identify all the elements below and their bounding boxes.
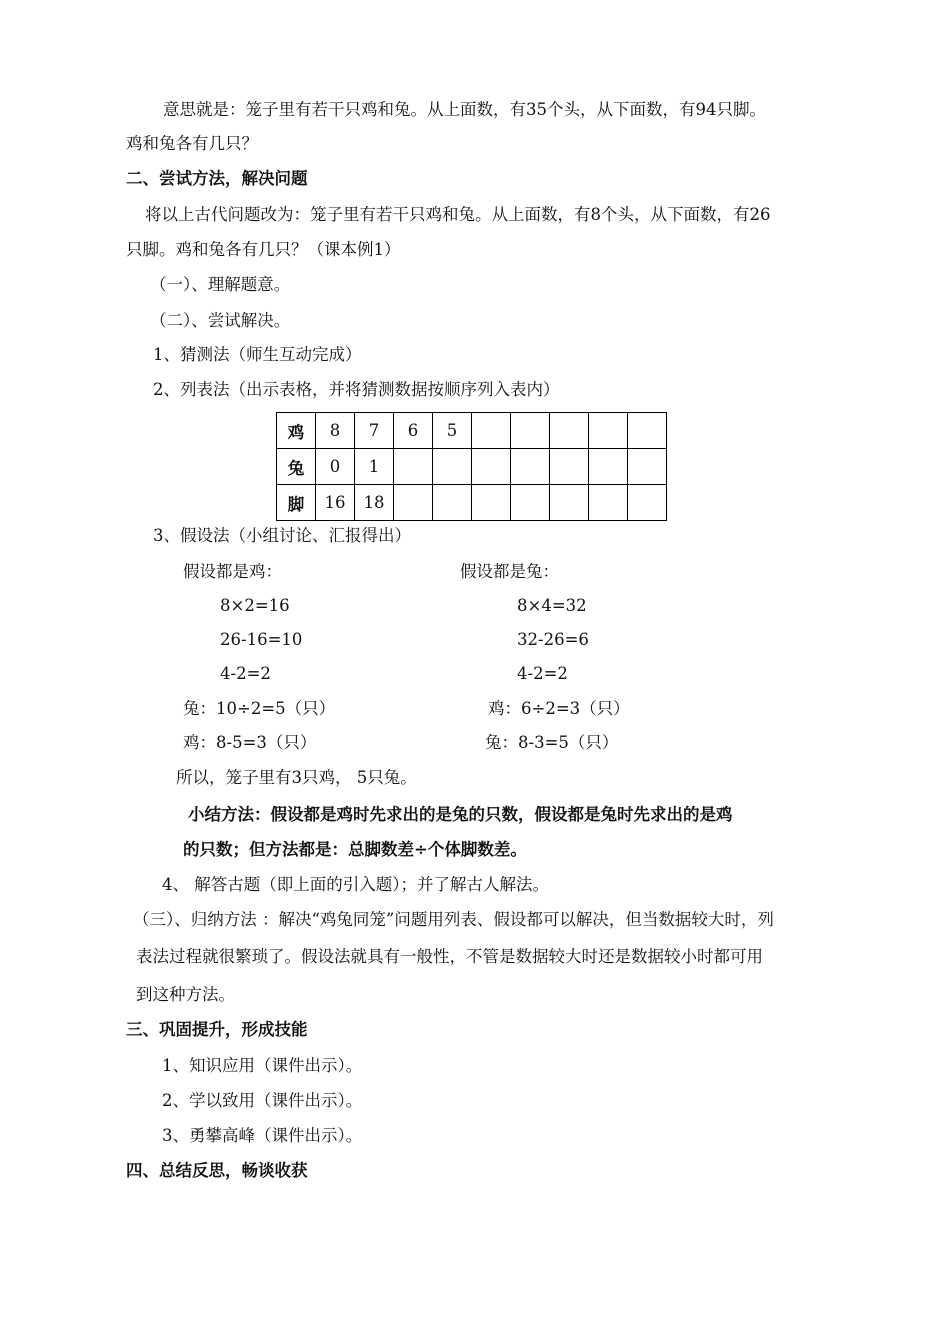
method-assume: 3、假设法（小组讨论、汇报得出） (153, 526, 411, 545)
chicken-calc-2: 26-16=10 (220, 630, 303, 649)
rabbit-calc-3: 4-2=2 (517, 664, 568, 683)
table-cell (472, 413, 511, 449)
table-cell (589, 485, 628, 521)
chicken-result-1: 兔：10÷2=5（只） (183, 699, 336, 718)
table-cell (628, 449, 667, 485)
table-cell (550, 413, 589, 449)
practice-item-2: 2、学以致用（课件出示）。 (162, 1091, 363, 1110)
table-cell: 脚 (277, 485, 316, 521)
problem-line-1: 将以上古代问题改为：笼子里有若干只鸡和兔。从上面数，有8个头，从下面数，有26 (145, 205, 771, 224)
table-cell (511, 485, 550, 521)
table-cell (628, 413, 667, 449)
chicken-calc-1: 8×2=16 (220, 596, 290, 615)
section-4-heading: 四、总结反思，畅谈收获 (126, 1161, 308, 1180)
rabbit-calc-2: 32-26=6 (517, 630, 589, 649)
table-cell: 6 (394, 413, 433, 449)
chicken-calc-3: 4-2=2 (220, 664, 271, 683)
table-cell (589, 449, 628, 485)
table-cell (472, 485, 511, 521)
table-cell: 18 (355, 485, 394, 521)
rabbit-result-2: 兔：8-3=5（只） (485, 733, 619, 752)
rabbit-result-1: 鸡：6÷2=3（只） (488, 699, 630, 718)
table-cell (394, 485, 433, 521)
section-2-heading: 二、尝试方法，解决问题 (126, 169, 308, 188)
table-cell: 7 (355, 413, 394, 449)
table-cell: 0 (316, 449, 355, 485)
table-cell (394, 449, 433, 485)
practice-item-3: 3、勇攀高峰（课件出示）。 (162, 1126, 363, 1145)
table-row-rabbit (277, 449, 667, 485)
rabbit-calc-1: 8×4=32 (517, 596, 587, 615)
summary-line-1: 小结方法：假设都是鸡时先求出的是兔的只数，假设都是兔时先求出的是鸡 (188, 805, 733, 824)
table-cell: 鸡 (277, 413, 316, 449)
table-row-chicken (277, 413, 667, 449)
table-cell (433, 485, 472, 521)
chicken-result-2: 鸡：8-5=3（只） (183, 733, 317, 752)
table-cell (550, 449, 589, 485)
table-cell: 1 (355, 449, 394, 485)
assume-chicken-title: 假设都是鸡： (183, 562, 282, 581)
method-ancient: 4、 解答古题（即上面的引入题）；并了解古人解法。 (162, 875, 549, 894)
summary-method-line-1: （三）、归纳方法 ：解决“鸡兔同笼”问题用列表、假设都可以解决，但当数据较大时，列 (133, 910, 774, 929)
table-cell (472, 449, 511, 485)
table-cell (433, 449, 472, 485)
method-guess: 1、猜测法（师生互动完成） (153, 345, 362, 364)
practice-item-1: 1、知识应用（课件出示）。 (162, 1056, 363, 1075)
section-3-heading: 三、巩固提升，形成技能 (126, 1020, 308, 1039)
conclusion: 所以，笼子里有3只鸡， 5只兔。 (176, 768, 417, 787)
table-cell (589, 413, 628, 449)
table-cell (511, 449, 550, 485)
table-cell: 5 (433, 413, 472, 449)
step-understand: （一）、理解题意。 (150, 275, 291, 294)
step-try: （二）、尝试解决。 (150, 311, 291, 330)
guess-table (276, 412, 667, 521)
table-cell (511, 413, 550, 449)
summary-line-2: 的只数；但方法都是：总脚数差÷个体脚数差。 (183, 840, 527, 859)
table-cell (628, 485, 667, 521)
summary-method-line-3: 到这种方法。 (136, 985, 235, 1004)
method-table: 2、列表法（出示表格，并将猜测数据按顺序列入表内） (153, 380, 560, 399)
problem-line-2: 只脚。鸡和兔各有几只？（课本例1） (126, 240, 401, 259)
table-row-feet (277, 485, 667, 521)
assume-rabbit-title: 假设都是兔： (460, 562, 559, 581)
table-cell: 兔 (277, 449, 316, 485)
intro-line-1: 意思就是：笼子里有若干只鸡和兔。从上面数，有35个头，从下面数，有94只脚。 (163, 100, 766, 119)
intro-line-2: 鸡和兔各有几只？ (126, 134, 258, 153)
table-cell: 16 (316, 485, 355, 521)
table-cell (550, 485, 589, 521)
summary-method-line-2: 表法过程就很繁琐了。假设法就具有一般性，不管是数据较大时还是数据较小时都可用 (136, 947, 763, 966)
table-cell: 8 (316, 413, 355, 449)
